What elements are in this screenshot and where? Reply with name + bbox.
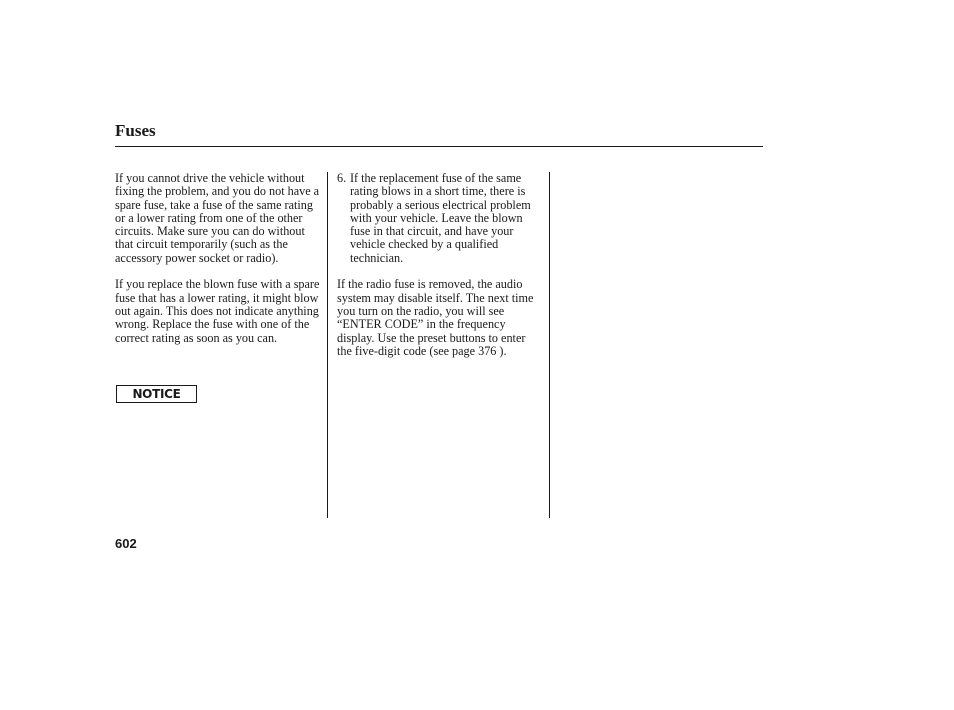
numbered-step xyxy=(337,172,541,265)
left-paragraph-1: If you cannot drive the vehicle without fixing the problem, and you do not have a spare fuse, take a fuse of the same rating or a lower rating from one of the other circuits. Make sure you can do without that circuit temporarily (such as the accessory power socket or radio). xyxy=(115,171,320,265)
step-number: 6. xyxy=(337,171,347,185)
left-column xyxy=(115,172,321,358)
step-text: If the replacement fuse of the same rating blows in a short time, there is probably a serious electrical problem with your vehicle. Leave the blown fuse in that circuit, and have your vehicle checked by a qualified technician. xyxy=(350,171,531,265)
title-rule xyxy=(115,146,763,147)
notice-label: NOTICE xyxy=(116,385,197,403)
column-divider-2 xyxy=(549,172,550,518)
middle-column xyxy=(337,172,541,371)
radio-fuse-paragraph: If the radio fuse is removed, the audio system may disable itself. The next time you turn on the radio, you will see “ENTER CODE” in the frequency display. Use the preset buttons to enter the five-digit code (see page 376 ). xyxy=(337,277,534,358)
left-paragraph-2: If you replace the blown fuse with a spare fuse that has a lower rating, it might blow out again. This does not indicate anything wrong. Replace the fuse with one of the correct rating as soon as you can. xyxy=(115,277,320,345)
page-number: 602 xyxy=(115,536,137,551)
section-title: Fuses xyxy=(115,121,156,140)
column-divider-1 xyxy=(327,172,328,518)
